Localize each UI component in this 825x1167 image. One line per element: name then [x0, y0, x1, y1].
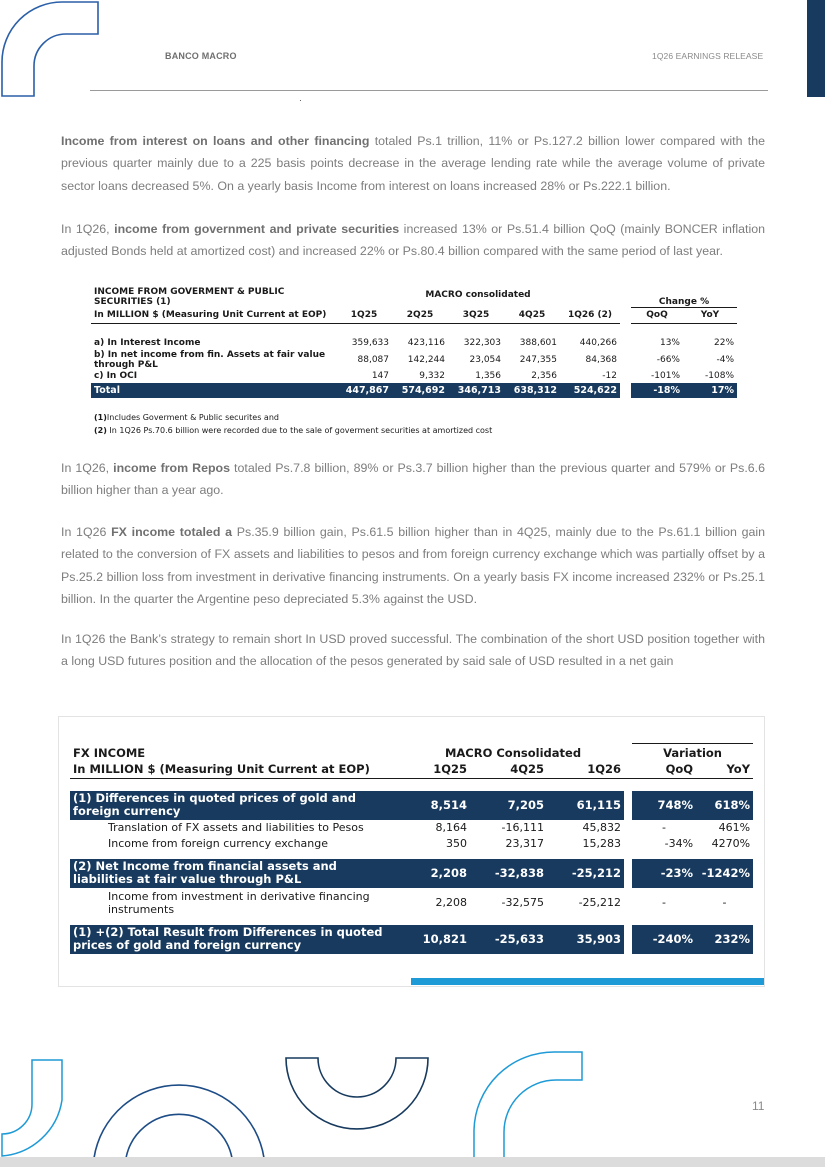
- table1-title: INCOME FROM GOVERMENT & PUBLIC SECURITIES (1): [94, 287, 285, 307]
- table-row: Translation of FX assets and liabilities to Pesos 8,164 -16,111 45,832 - 461%: [108, 821, 751, 834]
- header-rule: [90, 90, 768, 91]
- header-side-bar: [807, 0, 825, 97]
- table2-var-col: YoY: [696, 760, 753, 779]
- table2-unit: In MILLION $ (Measuring Unit Current at EOP): [70, 760, 402, 779]
- securities-income-table: [91, 283, 737, 437]
- table1-note-1: (1)Includes Goverment & Public securites and: [94, 412, 279, 422]
- table2-col: 1Q25: [402, 760, 470, 779]
- paragraph-loans: Income from interest on loans and other financing totaled Ps.1 trillion, 11% or Ps.127.2 billion lower compared with the previous quarter mainly due to a 225 basis points decrease in the average lending rate while the average volume of private sector loans decreased 5%. On a yearly basis Income from interest on loans increased 28% or Ps.222.1 billion.: [61, 134, 766, 193]
- footer-arcs: [0, 1050, 600, 1160]
- table1-col: 4Q25: [504, 307, 560, 323]
- header-dot: [300, 100, 301, 101]
- table-row: c) In OCI 147 9,332 1,356 2,356 -12 -101% -108%: [94, 371, 735, 381]
- paragraph-securities: In 1Q26, income from government and private securities increased 13% or Ps.51.4 billion QoQ (mainly BONCER inflation adjusted Bonds held at amortized cost) and increased 22% or Ps.80.4 billion compared with the same period of last year.: [61, 222, 765, 259]
- table2-col: 1Q26: [547, 760, 624, 779]
- table2-title: FX INCOME: [73, 745, 146, 760]
- table1-change-col: QoQ: [631, 307, 683, 323]
- table1-group: MACRO consolidated: [425, 290, 531, 300]
- table1-col: 1Q26 (2): [560, 307, 620, 323]
- footer-bar: [0, 1157, 825, 1167]
- table2-col: 4Q25: [470, 760, 547, 779]
- table1-col: 2Q25: [392, 307, 448, 323]
- table1-col: 3Q25: [448, 307, 504, 323]
- table-row: a) In Interest Income 359,633 423,116 322,303 388,601 440,266 13% 22%: [94, 338, 735, 348]
- header-company: BANCO MACRO: [165, 51, 237, 61]
- paragraph-repos: In 1Q26, income from Repos totaled Ps.7.8 billion, 89% or Ps.3.7 billion higher than the previous quarter and 579% or Ps.6.6 billion higher than a year ago.: [61, 461, 765, 498]
- table1-note-2: (2) In 1Q26 Ps.70.6 billion were recorded due to the sale of goverment securities at amortized cost: [94, 425, 493, 435]
- page-number: 11: [752, 1099, 765, 1113]
- table1-change-group: Change %: [631, 283, 737, 307]
- table1-unit: In MILLION $ (Measuring Unit Current at EOP): [91, 307, 336, 323]
- table-row: (1) Differences in quoted prices of gold and foreign currency 8,514 7,205 61,115 748% 618%: [70, 791, 753, 820]
- paragraph-strategy: In 1Q26 the Bank’s strategy to remain short In USD proved successful. The combination of the short USD position together with a long USD futures position and the allocation of the pesos generated by said sale of USD resulted in a net gain: [61, 632, 765, 669]
- table-row: b) In net income from fin. Assets at fair value through P&L 88,087 142,244 23,054 247,355 84,368 -66% -4%: [94, 349, 735, 370]
- accent-bar: [411, 978, 764, 985]
- table2-var-col: QoQ: [632, 760, 696, 779]
- table2-var-group: Variation: [632, 744, 753, 760]
- table-total-row: Total 447,867 574,692 346,713 638,312 524,622 -18% 17%: [91, 383, 737, 398]
- table-row: Income from investment in derivative financing instruments 2,208 -32,575 -25,212 - -: [108, 889, 727, 916]
- paragraph-fx: In 1Q26 FX income totaled a Ps.35.9 billion gain, Ps.61.5 billion higher than in 4Q25, mainly due to the Ps.61.1 billion gain related to the conversion of FX assets and liabilities to pesos and from foreign currency exchange which was partially offset by a Ps.25.2 billion loss from investment in derivative financing instruments. On a yearly basis FX income increased 232% or Ps.25.1 billion. In the quarter the Argentine peso depreciated 5.3% against the USD.: [61, 525, 766, 606]
- fx-income-table: [70, 743, 753, 954]
- table-row: (2) Net Income from financial assets and liabilities at fair value through P&L 2,208 -32,838 -25,212 -23% -1242%: [70, 859, 753, 888]
- table-row: Income from foreign currency exchange 350 23,317 15,283 -34% 4270%: [108, 837, 751, 850]
- header-report-title: 1Q26 EARNINGS RELEASE: [652, 51, 764, 61]
- table-total-row: (1) +(2) Total Result from Differences in quoted prices of gold and foreign currency 10,821 -25,633 35,903 -240% 232%: [70, 925, 753, 954]
- table2-group: MACRO Consolidated: [444, 745, 582, 760]
- table1-change-col: YoY: [683, 307, 737, 323]
- logo-arc-top: [0, 0, 110, 110]
- table1-col: 1Q25: [336, 307, 392, 323]
